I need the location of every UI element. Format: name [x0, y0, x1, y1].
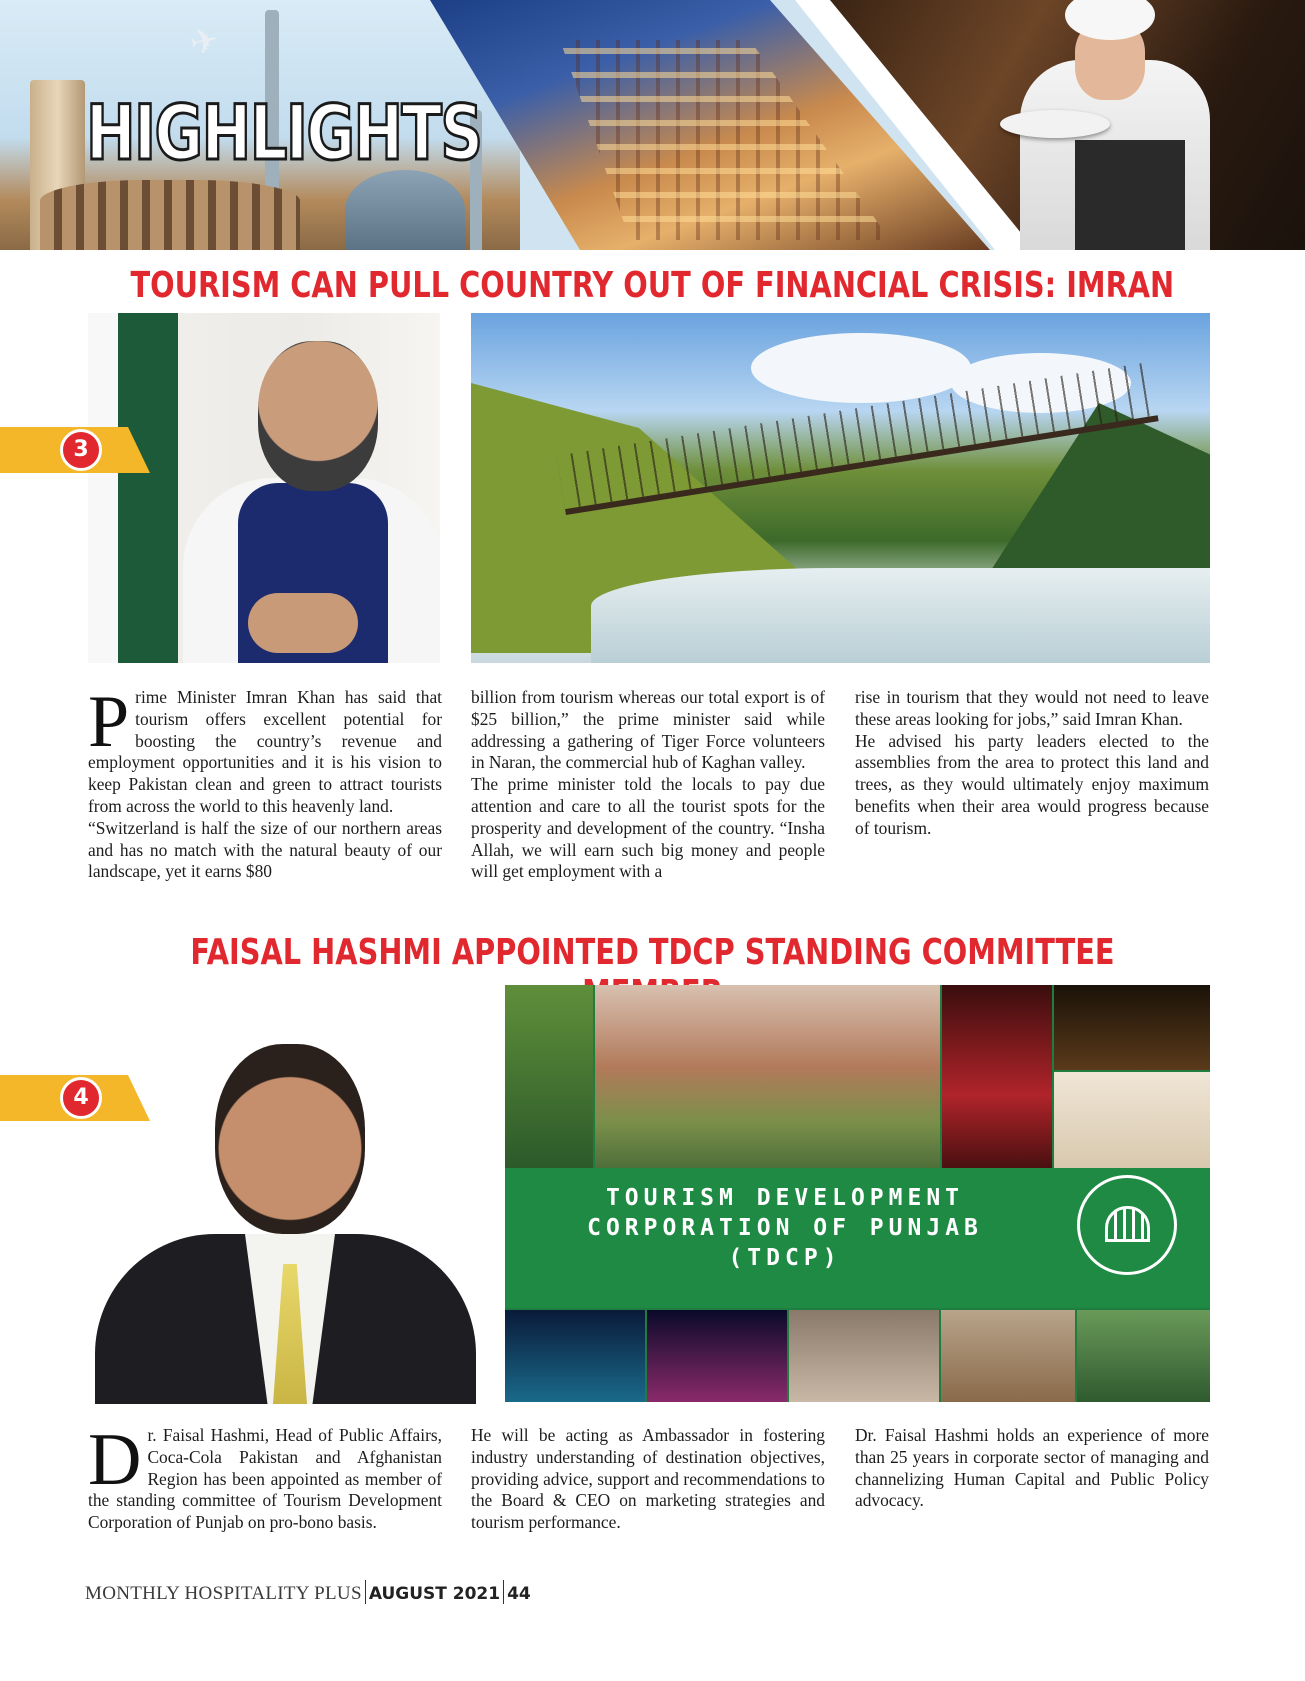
tdcp-line-1: TOURISM DEVELOPMENT [605, 1185, 965, 1211]
faisal-hashmi-photo [95, 1004, 476, 1404]
highlights-banner [0, 0, 1305, 250]
tdcp-banner-text [565, 1183, 1005, 1273]
collage-tile [505, 985, 593, 1168]
airplane-icon: ✈ [186, 21, 223, 64]
article2-column-3 [855, 1425, 1209, 1512]
article-number-badge: 4 [60, 1077, 102, 1119]
tdcp-line-2: CORPORATION OF PUNJAB [587, 1215, 983, 1241]
paragraph: He will be acting as Ambassador in fostering industry understanding of destination objectives, providing advice, support and recommendations to the Board & CEO on marketing strategies and tourism performance. [471, 1425, 825, 1533]
paragraph: r. Faisal Hashmi, Head of Public Affairs, Coca-Cola Pakistan and Afghanistan Region has been appointed as member of the standing committee of Tourism Development Corporation of Punjab on pro-bono basis. [88, 1425, 442, 1533]
mosque-dome-image [345, 170, 465, 250]
paragraph: rise in tourism that they would not need to leave these areas looking for jobs,” said Imran Khan. [855, 687, 1209, 729]
kaghan-valley-bridge-photo [471, 313, 1210, 663]
seal-building-icon [1105, 1206, 1150, 1242]
cloud-shape [751, 333, 971, 403]
dancer-tile [942, 985, 1052, 1168]
river [591, 568, 1210, 663]
sunset-lake-tile [789, 1310, 939, 1402]
fort-night-tile [1054, 985, 1210, 1070]
article1-column-1 [88, 681, 442, 883]
hills-tile [1077, 1310, 1210, 1402]
footer-divider [503, 1580, 504, 1604]
paragraph: rime Minister Imran Khan has said that tourism offers excellent potential for boosting the country’s revenue and employment opportunities and it is his vision to keep Pakistan clean and green to attract tourists from across the world to this heavenly land. [88, 687, 442, 816]
article1-column-3 [855, 687, 1209, 840]
headline-text: FAISAL HASHMI APPOINTED TDCP STANDING COMMITTEE [190, 932, 1115, 973]
head-shape [215, 1044, 365, 1234]
plate-image [1000, 110, 1110, 138]
minar-night-tile [505, 1310, 645, 1402]
drop-cap: P [88, 681, 130, 763]
article-headline-imran [0, 265, 1305, 306]
article-number-badge: 3 [60, 429, 102, 471]
paragraph: “Switzerland is half the size of our northern areas and has no match with the natural beauty of our landscape, yet it earns $80 [88, 817, 442, 882]
tdcp-line-3: (TDCP) [728, 1245, 842, 1271]
issue-date: AUGUST 2021 [368, 1584, 501, 1604]
hands-shape [248, 593, 358, 653]
page-footer [85, 1580, 531, 1605]
clock-tower-tile [647, 1310, 787, 1402]
paragraph: Dr. Faisal Hashmi holds an experience of more than 25 years in corporate sector of managing and channelizing Human Capital and Public Policy advocacy. [855, 1425, 1209, 1511]
tdcp-seal-logo [1077, 1175, 1177, 1275]
badshahi-mosque-tile [595, 985, 940, 1168]
footer-divider [365, 1580, 366, 1604]
tdcp-collage-image [505, 985, 1210, 1402]
article1-column-2 [471, 687, 825, 883]
drop-cap: D [88, 1419, 142, 1501]
head-shape [258, 341, 378, 491]
paragraph: He advised his party leaders elected to the assemblies from the area to protect this land and trees, as they would ultimately enjoy maximum benefits when their area would progress because of tourism. [855, 730, 1209, 838]
article2-column-2 [471, 1425, 825, 1534]
paragraph: The prime minister told the locals to pay due attention and care to all the tourist spots for the prosperity and development of the country. “Insha Allah, we will earn such big money and people will get employment with a [471, 774, 825, 882]
paragraph: billion from tourism whereas our total export is of $25 billion,” the prime minister said while addressing a gathering of Tiger Force volunteers in Naran, the commercial hub of Kaghan valley. [471, 687, 825, 773]
beach-tile [1054, 1072, 1210, 1168]
page-number: 44 [507, 1584, 531, 1604]
headline-text: TOURISM CAN PULL COUNTRY OUT OF FINANCIAL CRISIS: IMRAN [130, 265, 1175, 306]
publication-name: MONTHLY HOSPITALITY PLUS [85, 1583, 362, 1604]
chef-apron [1075, 140, 1185, 250]
colosseum-image [40, 180, 300, 250]
section-title: HIGHLIGHTS [86, 88, 482, 177]
pakistan-flag [88, 313, 178, 663]
imran-khan-photo [88, 313, 440, 663]
desert-fort-tile [941, 1310, 1075, 1402]
article2-column-1 [88, 1419, 442, 1534]
